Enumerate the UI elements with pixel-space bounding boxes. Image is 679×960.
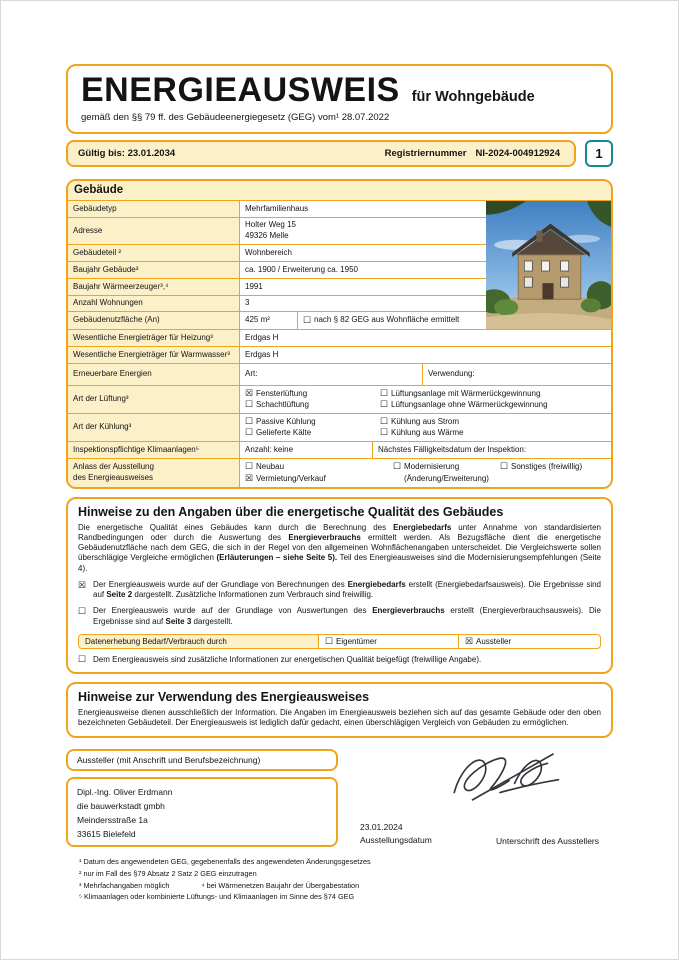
field-label: Anzahl Wohnungen: [68, 296, 240, 311]
validity-row: [66, 140, 613, 167]
field-value: 3: [240, 296, 486, 311]
checkbox-unchecked-icon: ☐: [500, 461, 509, 472]
checkbox-unchecked-icon: ☐: [78, 606, 87, 617]
issue-date-block: [360, 821, 432, 847]
quality-hints-title: Hinweise zu den Angaben über die energetische Qualität des Gebäudes: [78, 504, 504, 519]
footnote-1: ¹ Datum des angewendeten GEG, gegebenenfalls des angewendeten Änderungsgesetzes: [79, 857, 371, 867]
checkbox-label: Modernisierung: [404, 462, 460, 472]
row-apartments: [68, 296, 486, 312]
checkbox-label: Schachtlüftung: [256, 400, 309, 410]
footnotes: [66, 856, 613, 903]
area-checkbox-option: [298, 312, 486, 329]
page-content: [66, 64, 613, 903]
checkbox-unchecked-icon: ☐: [380, 399, 389, 410]
row-year-heater: [68, 279, 486, 296]
data-collection-label: Datenerhebung Bedarf/Verbrauch durch: [79, 635, 319, 648]
field-label: Art der Lüftung³: [68, 386, 240, 413]
checkbox-label: Lüftungsanlage ohne Wärmerückgewinnung: [391, 400, 548, 410]
footnote-3: ³ Mehrfachangaben möglich: [79, 880, 170, 890]
row-address: [68, 218, 486, 245]
issuer-company: die bauwerkstadt gmbh: [77, 801, 165, 812]
ventilation-options: [245, 389, 548, 410]
checkbox-label: Kühlung aus Strom: [391, 416, 460, 426]
checkbox-unchecked-icon: ☐: [393, 461, 402, 472]
checkbox-label: Sonstiges (freiwillig): [511, 462, 583, 472]
checkbox-checked-icon: ☒: [245, 387, 254, 398]
checkbox-option: [245, 417, 380, 427]
page-number-badge: 1: [585, 140, 613, 167]
checkbox-unchecked-icon: ☐: [245, 461, 254, 472]
renewables-art: Art:: [240, 364, 423, 385]
valid-until: Gültig bis: 23.01.2034: [78, 147, 176, 159]
checkbox-unchecked-icon: ☐: [245, 427, 254, 438]
extra-info-text: Dem Energieausweis sind zusätzliche Informationen zur energetischen Qualität beigefügt (freiwillige Angabe).: [93, 654, 482, 664]
option-continuation: [393, 474, 500, 484]
issuer-city: 33615 Bielefeld: [77, 829, 136, 840]
field-value: 1991: [240, 279, 486, 295]
consumption-certificate-option: [78, 606, 601, 626]
field-label: Wesentliche Energieträger für Warmwasser³: [68, 347, 240, 363]
checkbox-option: [380, 389, 548, 399]
issue-date: 23.01.2024: [360, 821, 403, 832]
field-label: Gebäudenutzfläche (An): [68, 312, 240, 329]
row-year-built: [68, 262, 486, 279]
signature-image: [435, 745, 585, 809]
checkbox-label: Kühlung aus Wärme: [391, 428, 464, 438]
row-cooling: [68, 414, 611, 442]
field-label: Baujahr Wärmeerzeuger³,⁴: [68, 279, 240, 295]
checkbox-unchecked-icon: ☐: [325, 635, 334, 646]
usage-paragraph: Energieausweise dienen ausschließlich der Information. Die Angaben im Energieausweis beziehen sich auf das gesamte Gebäude oder den oben bezeichneten Gebäudeteil. Der Energieausweis ist lediglich dafür gedacht, einen überschlägigen Vergleich von Gebäuden zu ermöglichen.: [78, 707, 601, 728]
checkbox-label: Gelieferte Kälte: [256, 428, 312, 438]
checkbox-checked-icon: ☒: [78, 579, 87, 590]
footnote-2: ² nur im Fall des §79 Absatz 2 Satz 2 GEG einzutragen: [79, 869, 257, 878]
register-number: NI-2024-004912924: [475, 147, 560, 159]
checkbox-option: [245, 474, 393, 484]
usage-hints-section: [66, 682, 613, 738]
issuer-box-title: Aussteller (mit Anschrift und Berufsbezeichnung): [66, 749, 338, 771]
checkbox-option: [245, 462, 393, 472]
checkbox-unchecked-icon: ☐: [303, 314, 312, 325]
address-line1: Holter Weg 15: [245, 220, 296, 230]
footnote-5: ⁵ Klimaanlagen oder kombinierte Lüftungs- und Klimaanlagen im Sinne des §74 GEG: [79, 892, 355, 902]
checkbox-option: [245, 428, 380, 438]
demand-certificate-text: Der Energieausweis wurde auf der Grundlage von Berechnungen des Energiebedarfs erstellt (Energiebedarfsausweis). Die Ergebnisse sind auf Seite 2 dargestellt. Zusätzliche Informationen zum Verbrauch sind freiwillig.: [93, 579, 601, 600]
aircon-count: Anzahl: keine: [240, 442, 373, 458]
row-renewables: [68, 364, 611, 386]
checkbox-option: [393, 462, 500, 472]
checkbox-option: [380, 400, 548, 410]
field-value: ca. 1900 / Erweiterung ca. 1950: [240, 262, 486, 278]
row-ventilation: [68, 386, 611, 414]
field-label: Baujahr Gebäude³: [68, 262, 240, 278]
field-value: Erdgas H: [240, 330, 611, 346]
field-value: Mehrfamilienhaus: [240, 201, 486, 217]
checkbox-unchecked-icon: ☐: [245, 399, 254, 410]
field-label: Art der Kühlung³: [68, 414, 240, 441]
checkbox-option: [245, 400, 380, 410]
checkbox-checked-icon: ☒: [465, 635, 474, 646]
checkbox-option: [380, 417, 463, 427]
header-title-row: [81, 73, 598, 109]
validity-bar: [66, 140, 576, 167]
checkbox-option: [500, 462, 582, 472]
field-value: 425 m²: [240, 312, 298, 329]
row-floor-area: [68, 312, 486, 329]
building-photo-illustration: [486, 201, 611, 329]
issuer-street: Meindersstraße 1a: [77, 815, 148, 826]
quality-intro-paragraph: Die energetische Qualität eines Gebäudes kann durch die Berechnung des Energiebedarfs unter Annahme von standardisierten Randbedingungen oder durch die Auswertung des Energieverbrauchs ermittelt werden. Als Bezugsfläche dient die energetische Gebäudenutzfläche nach dem GEG, die sich in der Regel von den allgemeinen Wohnflächenangaben unterscheidet. Die Vergleichswerte sollen überschlägige Vergleiche ermöglichen (Erläuterungen – siehe Seite 5). Teil des Energieausweises sind die Modernisierungsempfehlungen (Seite 4).: [78, 522, 602, 573]
checkbox-label: Lüftungsanlage mit Wärmerückgewinnung: [391, 388, 541, 398]
extra-info-option: [78, 655, 601, 664]
document-title: ENERGIEAUSWEIS: [81, 71, 400, 109]
row-building-type: [68, 201, 486, 218]
building-type-label: für Wohngebäude: [411, 89, 535, 105]
field-value: Wohnbereich: [240, 245, 486, 261]
checkbox-unchecked-icon: ☐: [245, 415, 254, 426]
field-label: Inspektionspflichtige Klimaanlagen⁵: [68, 442, 240, 458]
aircon-due-date: Nächstes Fälligkeitsdatum der Inspektion:: [373, 442, 611, 458]
checkbox-option: [245, 389, 380, 399]
occasion-options: [245, 462, 582, 483]
footnote-4: ⁴ bei Wärmenetzen Baujahr der Übergabestation: [201, 880, 360, 890]
field-label: Wesentliche Energieträger für Heizung³: [68, 330, 240, 346]
owner-option: [319, 635, 459, 648]
building-top-rows: [68, 201, 486, 329]
building-section-title: Gebäude: [68, 181, 611, 201]
consumption-certificate-text: Der Energieausweis wurde auf der Grundlage von Auswertungen des Energieverbrauchs erstellt (Energieverbrauchsausweis). Die Ergebnisse sind auf Seite 3 dargestellt.: [93, 606, 602, 626]
register-label: Registriernummer: [384, 147, 467, 159]
date-signature-row: [360, 821, 613, 848]
data-collection-strip: [78, 634, 601, 649]
row-issue-occasion: [68, 459, 611, 487]
row-aircon-inspection: [68, 442, 611, 459]
row-water-carrier: [68, 347, 611, 364]
signature-column: [338, 749, 613, 847]
issue-date-label: Ausstellungsdatum: [360, 834, 432, 845]
quality-hints-section: [66, 497, 613, 674]
checkbox-unchecked-icon: ☐: [78, 653, 87, 664]
field-label: Gebäudetyp: [68, 201, 240, 217]
checkbox-label: Neubau: [256, 462, 285, 472]
occasion-label-line2: des Energieausweises: [73, 472, 154, 482]
checkbox-label: Passive Kühlung: [256, 416, 316, 426]
checkbox-label: Vermietung/Verkauf: [256, 473, 326, 483]
field-value: Erdgas H: [240, 347, 611, 363]
checkbox-label: Eigentümer: [336, 636, 377, 646]
checkbox-unchecked-icon: ☐: [380, 387, 389, 398]
row-building-part: [68, 245, 486, 262]
building-photo: [486, 201, 611, 329]
issuer-option: [459, 635, 600, 648]
row-heating-carrier: [68, 330, 611, 347]
checkbox-unchecked-icon: ☐: [380, 415, 389, 426]
header-box: [66, 64, 613, 134]
field-label: Erneuerbare Energien: [68, 364, 240, 385]
checkbox-label: Aussteller: [476, 636, 512, 646]
field-label: Adresse: [68, 218, 240, 244]
register-group: [385, 148, 564, 159]
checkbox-checked-icon: ☒: [245, 472, 254, 483]
checkbox-label: (Änderung/Erweiterung): [404, 473, 489, 483]
field-value: [240, 218, 486, 244]
issuer-address-box: [66, 777, 338, 847]
occasion-label-line1: Anlass der Ausstellung: [73, 462, 154, 472]
issuer-area: [66, 749, 613, 847]
building-top-area: [68, 201, 611, 330]
checkbox-label: nach § 82 GEG aus Wohnfläche ermittelt: [314, 315, 460, 325]
demand-certificate-option: [78, 580, 601, 600]
checkbox-unchecked-icon: ☐: [380, 427, 389, 438]
law-reference: gemäß den §§ 79 ff. des Gebäudeenergiegesetz (GEG) vom¹ 28.07.2022: [81, 111, 390, 123]
checkbox-option: [380, 428, 463, 438]
renewables-use: Verwendung:: [423, 364, 611, 385]
field-label: [68, 459, 240, 487]
field-label: Gebäudeteil ²: [68, 245, 240, 261]
issuer-name: Dipl.-Ing. Oliver Erdmann: [77, 787, 173, 798]
checkbox-label: Fensterlüftung: [256, 388, 308, 398]
address-line2: 49326 Melle: [245, 230, 289, 240]
cooling-options: [245, 417, 463, 438]
building-section: [66, 179, 613, 489]
signature-label: Unterschrift des Ausstellers: [496, 836, 599, 847]
issuer-column: [66, 749, 338, 847]
usage-hints-title: Hinweise zur Verwendung des Energieausweises: [78, 689, 370, 704]
footnote-row: [79, 880, 613, 892]
